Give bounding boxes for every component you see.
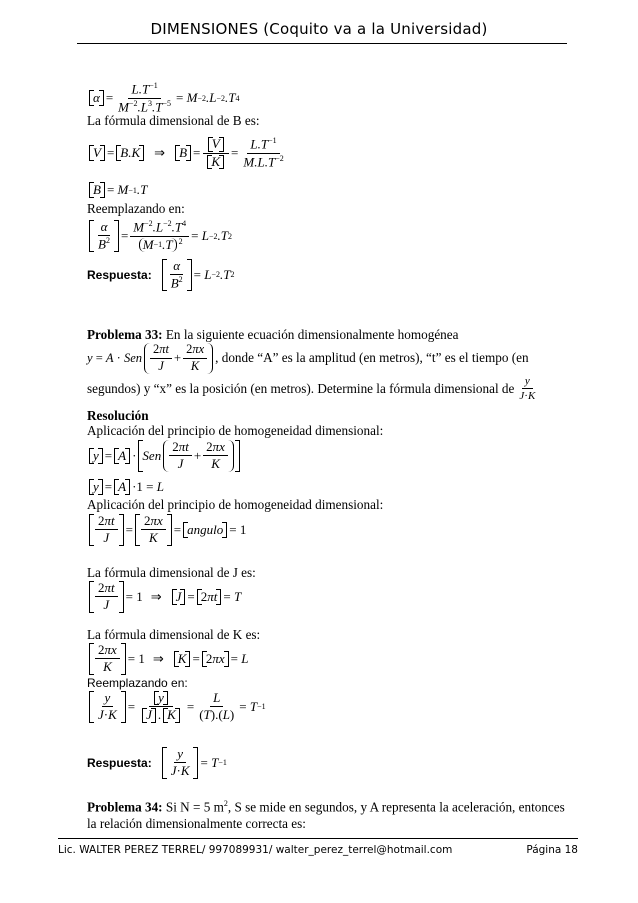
problema-34-label: Problema 34: (87, 799, 163, 815)
problema-33-line-2: segundos) y “x” es la posición (en metros). Determine la fórmula dimensional de $\frac{y}{J\cdot K}$ (87, 375, 536, 403)
text-formula-b: La fórmula dimensional de B es: (87, 113, 260, 128)
header-rule (77, 43, 567, 44)
text-aplicacion-2: Aplicación del principio de homogeneidad dimensional: (87, 497, 384, 512)
angulo-text: angulo (187, 521, 224, 537)
sen-text: Sen (123, 350, 142, 365)
problema-34-sup: 2 (223, 799, 228, 808)
formula-b-result: B = M −1 .T (87, 182, 147, 198)
problema-34-text: Si N = 5 m (162, 799, 224, 815)
sen-text-2: Sen (142, 447, 162, 463)
formula-y-a-sen: y = A · Sen $\frac{2\pi t}{J}$ + $\frac{2\pi x}{K}$ (87, 440, 242, 472)
problema-34-line (87, 799, 565, 815)
problema-33-line (87, 327, 458, 343)
formula-alpha: α = $\frac{L.T^{-1}}{M^{-2}.L^3.T^{-5}}$ = M −2 .L −2 .T 4 (87, 82, 239, 114)
footer-page-number: Página 18 (526, 844, 578, 856)
respuesta-1-label: Respuesta: (87, 267, 152, 282)
text-formula-j: La fórmula dimensional de J es: (87, 565, 256, 580)
page-header-title: DIMENSIONES (Coquito va a la Universidad) (150, 20, 488, 38)
problema-34-cont: la relación dimensionalmente correcta es: (87, 816, 306, 831)
respuesta-2: Respuesta: $\frac{y}{J\cdot K}$ = T −1 (87, 746, 227, 779)
problema-33-text: En la siguiente ecuación dimensionalmente homogénea (162, 327, 459, 342)
problema-34-text-2: , S se mide en segundos, y A representa la aceleración, entonces (227, 799, 565, 815)
footer-rule (58, 838, 578, 839)
resolucion-heading: Resolución (87, 408, 149, 423)
text-reemplazando-1: Reemplazando en: (87, 201, 185, 216)
text-formula-k: La fórmula dimensional de K es: (87, 627, 261, 642)
formula-y-a-l: y = A ·1 = L (87, 479, 164, 495)
respuesta-2-label: Respuesta: (87, 755, 152, 770)
text-reemplazando-2: Reemplazando en: (87, 676, 188, 690)
problema-33-cont-2: segundos) y “x” es la posición (en metros). Determine la fórmula dimensional de (87, 380, 515, 396)
footer-author: Lic. WALTER PEREZ TERREL/ 997089931/ walter_perez_terrel@hotmail.com (58, 844, 453, 856)
formula-v-b: V = B.K ⇒ B = $\frac{V}{K}$ = $\frac{L.T^{-1}}{M.L.T^{-2}}$ (87, 137, 289, 169)
text-aplicacion-1: Aplicación del principio de homogeneidad dimensional: (87, 423, 384, 438)
respuesta-1: Respuesta: $\frac{\alpha}{B^2}$ = L −2 .T 2 (87, 258, 235, 291)
formula-y-jk: $\frac{y}{J\cdot K}$ = y J . K = $\frac{L}{(T).(L)}$ = T −1 (87, 691, 266, 723)
formula-j: $\frac{2\pi t}{J}$ = 1 ⇒ J = 2 πt = T (87, 581, 241, 613)
problema-33-label: Problema 33: (87, 327, 163, 342)
formula-alpha-b2: $\frac{\alpha}{B^2}$ = $M^{-2}.L^{-2}.T^4$ M −1 .T $^2$ = L −2 .T 2 (87, 220, 232, 252)
formula-angulo: $\frac{2\pi t}{J}$ = $\frac{2\pi x}{K}$ = angulo = 1 (87, 514, 246, 546)
problema-33-cont-1: , donde “A” es la amplitud (en metros), “t” es el tiempo (en (215, 350, 529, 366)
formula-k: $\frac{2\pi x}{K}$ = 1 ⇒ K = 2 πx = L (87, 643, 248, 675)
problema-33-equation: y = A · Sen $\frac{2\pi t}{J}$ + $\frac{2\pi x}{K}$ , donde “A” es la amplitud (en metros), “t” es el tiempo (en (87, 342, 529, 373)
